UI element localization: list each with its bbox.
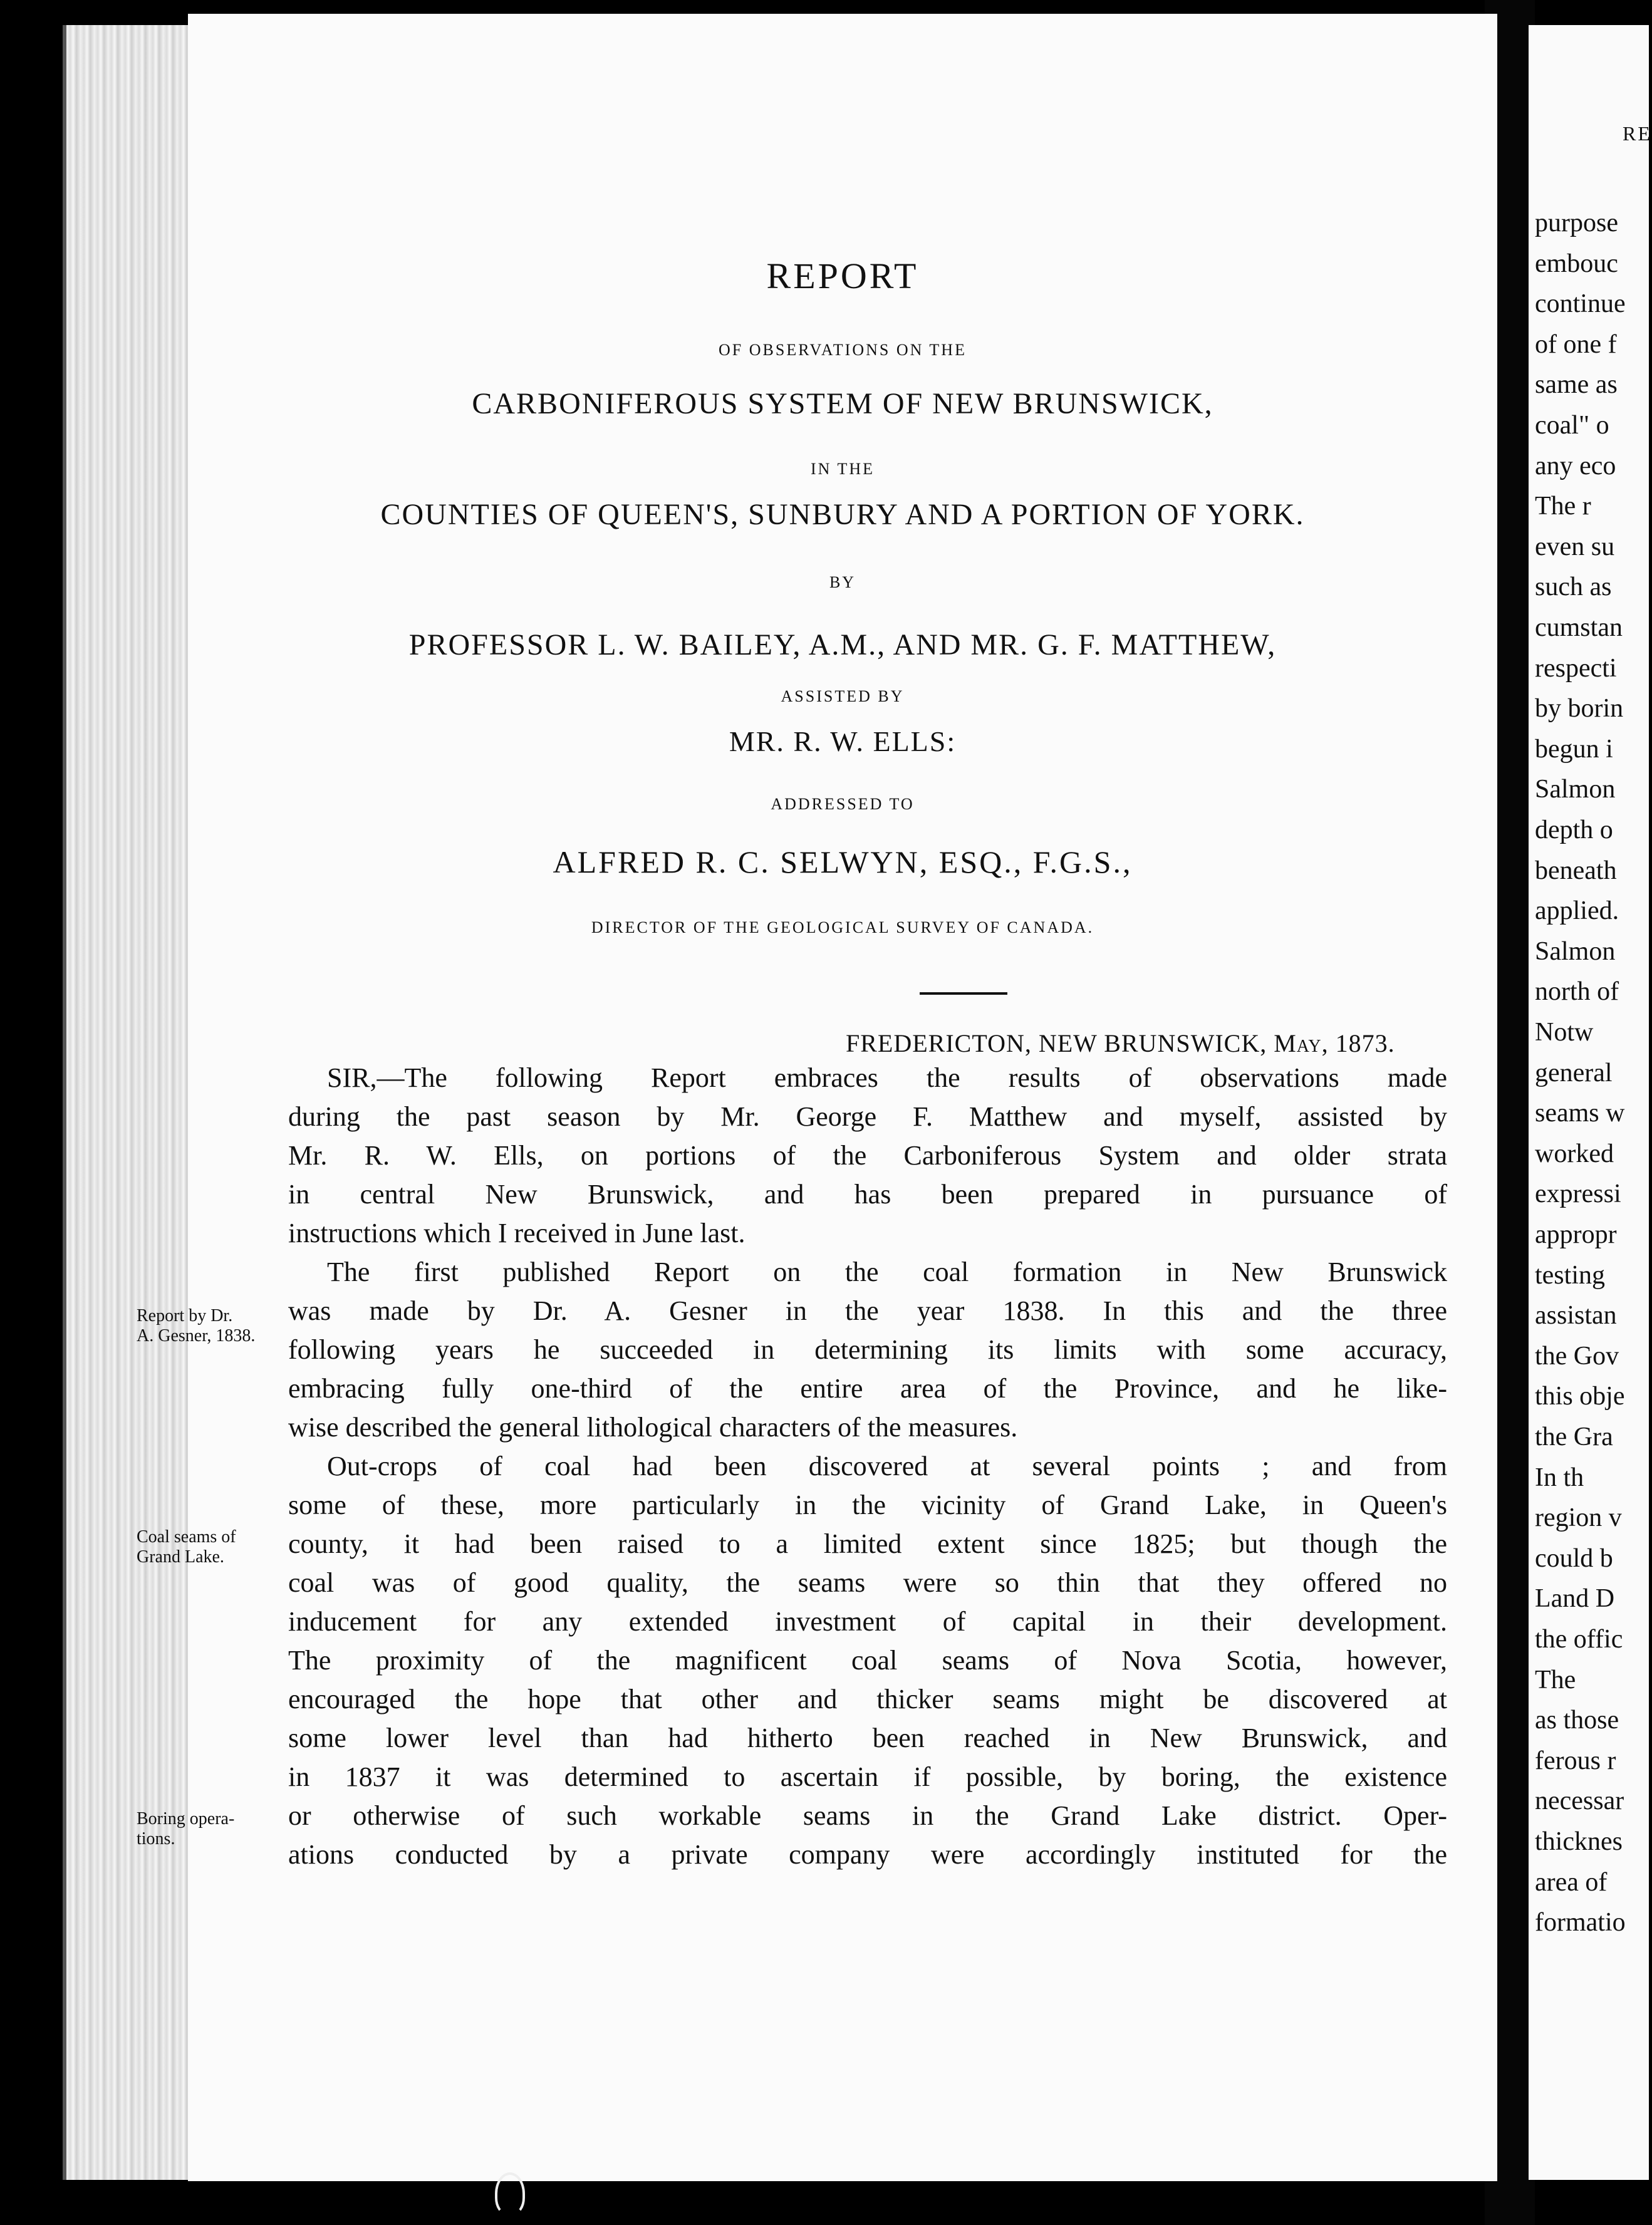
right-page-line: of one f [1535,329,1617,359]
body-line: coal was of good quality, the seams were so thin that they offered no [288,1567,1447,1598]
right-page-line: seams w [1535,1099,1625,1128]
page-edges [63,25,198,2180]
right-page-line: applied. [1535,896,1619,926]
body-line: in 1837 it was determined to ascertain if possible, by boring, the existence [288,1761,1447,1792]
body-line: Mr. R. W. Ells, on portions of the Carboniferous System and older strata [288,1140,1447,1171]
right-page-line: region v [1535,1503,1622,1533]
right-page-line: as those [1535,1706,1619,1735]
right-page-line: Salmon [1535,936,1616,966]
subtitle-of-observations: OF OBSERVATIONS ON THE [719,341,967,359]
body-line: in central New Brunswick, and has been prepared in pursuance of [288,1179,1447,1210]
side-note-boring: Boring opera- tions. [137,1809,235,1849]
body-line: following years he succeeded in determining its limits with some accuracy, [288,1334,1447,1365]
right-page-line: appropr [1535,1220,1617,1249]
assistant-name: MR. R. W. ELLS: [729,725,957,757]
right-page-line: embouc [1535,249,1618,278]
body-line: The proximity of the magnificent coal seams of Nova Scotia, however, [288,1645,1447,1676]
right-page-line: the Gra [1535,1423,1613,1451]
right-page-line: north of [1535,977,1619,1007]
body-line: wise described the general lithological characters of the measures. [288,1412,1018,1443]
body-line: Out-crops of coal had been discovered at several points ; and from [327,1451,1447,1481]
right-page-line: any eco [1535,451,1616,480]
addressee-name: ALFRED R. C. SELWYN, ESQ., F.G.S., [553,844,1133,879]
right-page-line: formatio [1535,1908,1626,1937]
right-page-line: coal" o [1535,411,1609,440]
subtitle-by: BY [829,573,856,591]
subtitle-in-the: IN THE [810,460,875,478]
right-page-line: even su [1535,532,1615,561]
right-page-line: area of [1535,1867,1608,1897]
right-page-line: depth o [1535,816,1613,844]
right-page-line: testing [1535,1260,1605,1290]
side-note-coal-seams: Coal seams of Grand Lake. [137,1527,236,1567]
right-page-line: The r [1535,492,1591,521]
right-page-line: beneath [1535,856,1617,885]
right-page-line: begun i [1535,734,1613,764]
subtitle-counties: COUNTIES OF QUEEN'S, SUNBURY AND A PORTION OF YORK. [380,498,1305,531]
right-page-line: continue [1535,289,1626,319]
body-line: some of these, more particularly in the vicinity of Grand Lake, in Queen's [288,1490,1447,1520]
title-rule-divider [920,992,1007,995]
right-page-line: cumstan [1535,613,1623,642]
right-page-line: In th [1535,1463,1584,1492]
right-page-line: The [1535,1665,1576,1694]
right-page-line: Notw [1535,1018,1594,1047]
right-page-line: purpose [1535,209,1618,237]
body-line: instructions which I received in June last. [288,1218,745,1248]
right-page-line: such as [1535,573,1612,602]
body-line: county, it had been raised to a limited extent since 1825; but though the [288,1528,1447,1559]
right-page-line: assistan [1535,1301,1617,1330]
right-page-line: general [1535,1058,1613,1087]
addressed-to-label: ADDRESSED TO [771,795,915,813]
authors-line: PROFESSOR L. W. BAILEY, A.M., AND MR. G. F. MATTHEW, [408,628,1277,661]
right-page-line: the Gov [1535,1341,1619,1371]
right-page [1529,25,1649,2180]
right-page-line: this obje [1535,1382,1625,1411]
body-line: was made by Dr. A. Gesner in the year 1838. In this and the three [288,1295,1447,1326]
right-page-line: necessar [1535,1787,1624,1816]
body-line: some lower level than had hitherto been reached in New Brunswick, and [288,1723,1447,1753]
dateline: FREDERICTON, NEW BRUNSWICK, May, 1873. [846,1029,1395,1057]
side-note-gesner: Report by Dr. A. Gesner, 1838. [137,1306,256,1346]
right-page-line: could b [1535,1543,1613,1573]
scan-mark [495,2172,525,2215]
right-page-line: the offic [1535,1625,1623,1654]
right-page-line: respecti [1535,653,1617,683]
right-page-line: ferous r [1535,1746,1616,1775]
right-page-line: Salmon [1535,775,1616,804]
right-page-header: RE [1623,122,1652,145]
right-page-line: thicknes [1535,1827,1623,1856]
right-page-line: expressi [1535,1180,1621,1209]
body-line: or otherwise of such workable seams in the Grand Lake district. Oper- [288,1800,1447,1831]
body-line: during the past season by Mr. George F. Matthew and myself, assisted by [288,1101,1447,1132]
body-line: encouraged the hope that other and thicker seams might be discovered at [288,1684,1447,1714]
addressee-title: DIRECTOR OF THE GEOLOGICAL SURVEY OF CANADA. [591,918,1094,936]
body-line: ations conducted by a private company were accordingly instituted for the [288,1839,1447,1870]
right-page-line: Land D [1535,1584,1615,1614]
assisted-by-label: ASSISTED BY [781,687,905,705]
body-line: SIR,—The following Report embraces the results of observations made [327,1062,1447,1093]
report-heading: REPORT [766,256,919,296]
subtitle-carboniferous: CARBONIFEROUS SYSTEM OF NEW BRUNSWICK, [472,387,1213,420]
right-page-line: same as [1535,370,1618,400]
right-page-line: by borin [1535,694,1624,724]
right-page-line: worked [1535,1139,1614,1168]
body-line: embracing fully one-third of the entire area of the Province, and he like- [288,1373,1447,1404]
body-line: The first published Report on the coal formation in New Brunswick [327,1257,1447,1287]
body-line: inducement for any extended investment of capital in their development. [288,1606,1447,1637]
